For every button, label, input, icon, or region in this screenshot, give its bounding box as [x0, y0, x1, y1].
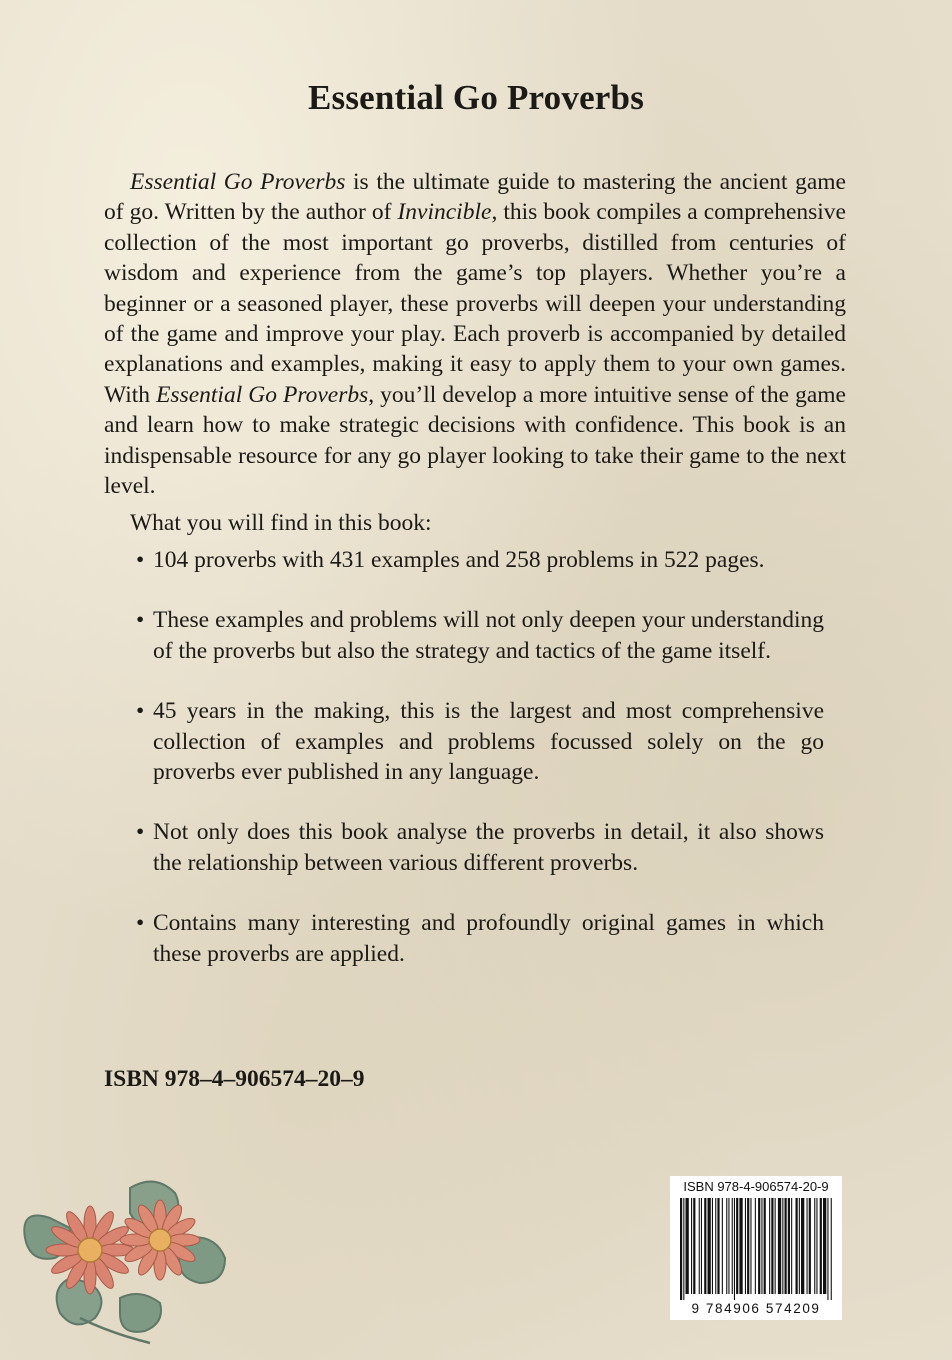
bullet-icon: •: [136, 698, 145, 725]
description-text: is the ultimate guide to mastering the ancient game of go. Written by the author of: [104, 169, 846, 226]
isbn-number: ISBN 978–4–906574–20–9: [104, 1066, 365, 1092]
description-invincible-italic: Invincible: [397, 199, 492, 226]
bullet-icon: •: [136, 819, 145, 846]
barcode: [670, 1176, 842, 1320]
feature-item: [136, 817, 824, 878]
chrysanthemum-illustration: [10, 1178, 240, 1348]
description-text: , you’ll develop a more intuitive sense of the game and learn how to make strategic decisions with confidence. This book is an indispensable resource for any go player looking to take their game to the next level.: [104, 381, 846, 500]
flower-icon: [46, 1206, 134, 1294]
book-description: [104, 167, 846, 501]
feature-text: Contains many interesting and profoundly original games in which these proverbs are applied.: [153, 910, 824, 967]
description-title-italic: Essential Go Proverbs: [156, 381, 369, 408]
barcode-digits: 9 784906 574209: [691, 1301, 821, 1316]
feature-item: [136, 908, 824, 969]
book-title: Essential Go Proverbs: [307, 78, 645, 117]
feature-text: These examples and problems will not only deepen your understanding of the proverbs but also the strategy and tactics of the game itself.: [153, 607, 824, 664]
bullet-icon: •: [136, 910, 145, 937]
description-text: , this book compiles a comprehensive collection of the most important go proverbs, distilled from centuries of wisdom and experience from the game’s top players. Whether you’re a beginner or a seasoned player, these proverbs will deepen your understanding of the game and improve your play. Each proverb is accompanied by detailed explanations and examples, making it easy to apply them to your own games. With: [104, 199, 846, 408]
features-list: [136, 545, 824, 999]
leaf-icon: [24, 1182, 225, 1343]
features-heading: What you will find in this book:: [130, 510, 432, 536]
feature-text: 45 years in the making, this is the largest and most comprehensive collection of examples and problems focussed solely on the go proverbs ever published in any language.: [153, 698, 824, 786]
barcode-bars: [680, 1198, 832, 1300]
feature-item: [136, 696, 824, 787]
feature-text: 104 proverbs with 431 examples and 258 problems in 522 pages.: [153, 547, 765, 573]
description-title-italic: Essential Go Proverbs: [130, 169, 346, 195]
feature-item: [136, 545, 824, 575]
bullet-icon: •: [136, 607, 145, 634]
feature-item: [136, 605, 824, 666]
barcode-isbn-label: ISBN 978-4-906574-20-9: [683, 1179, 829, 1194]
bullet-icon: •: [136, 547, 145, 573]
feature-text: Not only does this book analyse the proverbs in detail, it also shows the relationship between various different proverbs.: [153, 819, 824, 876]
